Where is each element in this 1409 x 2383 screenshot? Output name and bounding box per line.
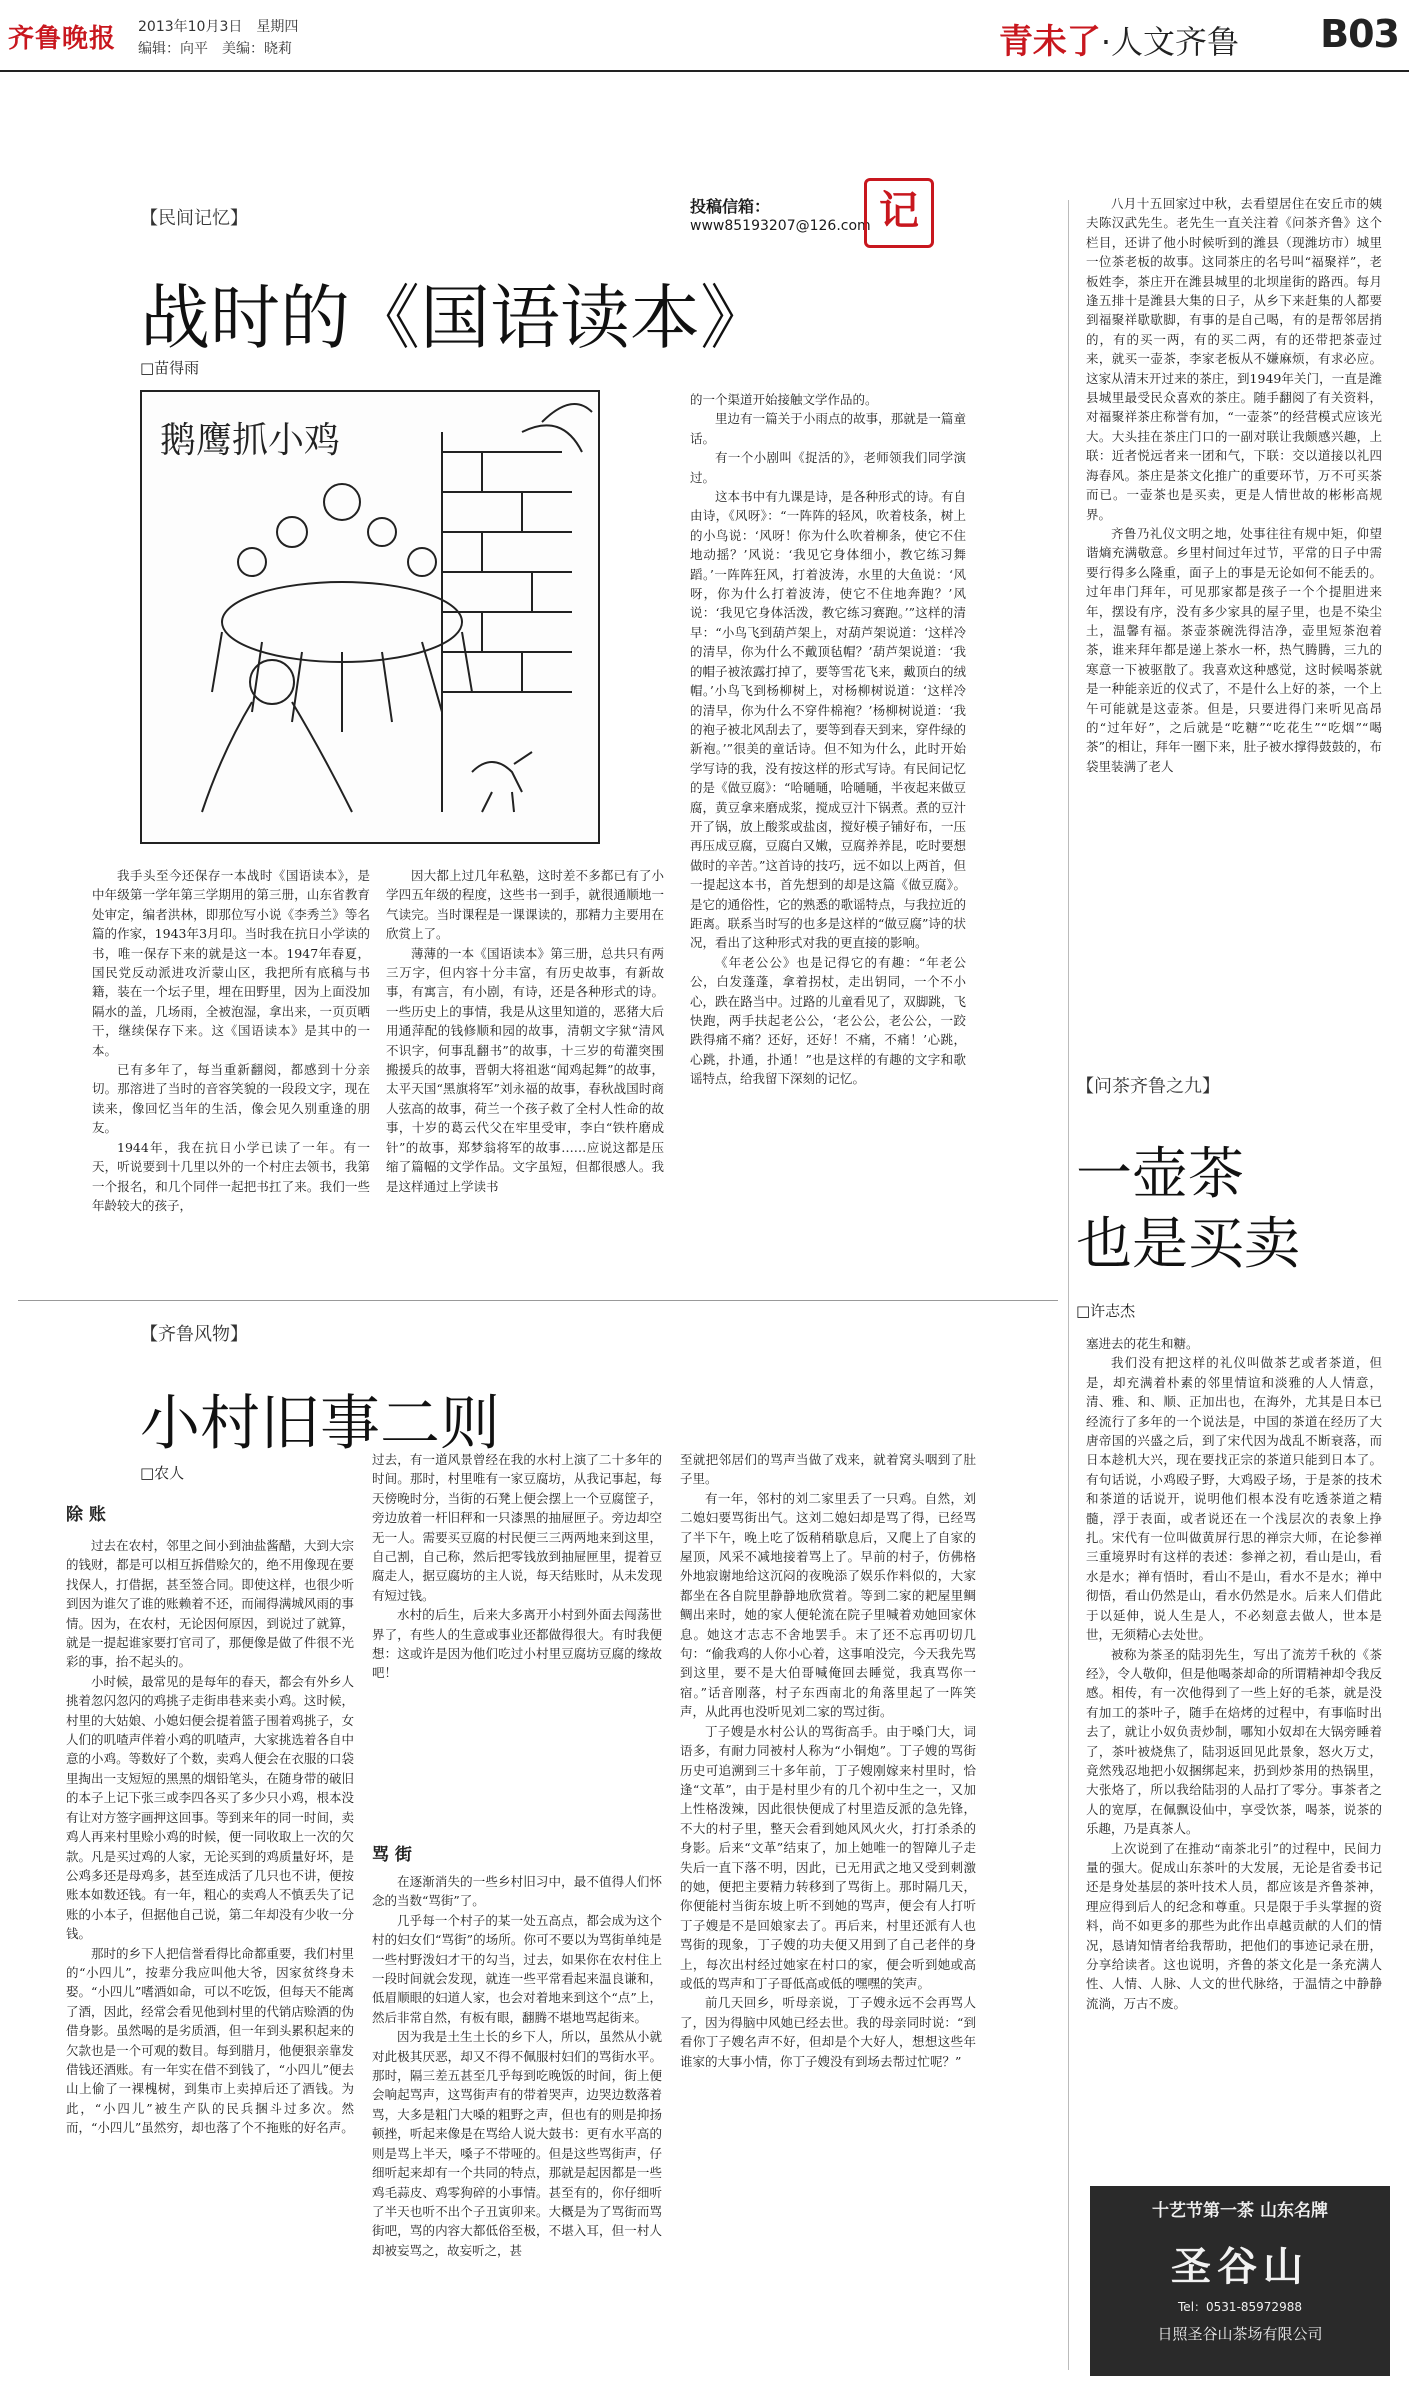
paragraph: 过去在农村，邻里之间小到油盐酱醋，大到大宗的钱财，都是可以相互拆借赊欠的，绝不用像现在要找保人，打借据，甚至签合同。即使这样，也很少听到因为谁欠了谁的账赖着不还，而闹得满城风雨的事情。因为，在农村，无论因何原因，到说过了就算，就是一提起谁家要打官司了，那便像是做了件很不光彩的事，抬不起头的。 xyxy=(66,1538,354,1670)
article3-column-top xyxy=(1086,194,1382,776)
article2-kicker: 【齐鲁风物】 xyxy=(140,1324,248,1345)
paragraph: 被称为茶圣的陆羽先生，写出了流芳千秋的《茶经》，令人敬仰，但是他喝茶却命的所谓精神却令我反感。相传，有一次他得到了一些上好的毛茶，就是没有加工的茶叶子，随手在焙烤的过程中，有事临时出去了，就让小奴负责炒制，哪知小奴却在大锅旁睡着了，茶叶被烧焦了，陆羽返回见此景象，怒火万丈，竟然残忍地把小奴捆绑起来，扔到炒茶用的热锅里，大张烙了，所以我给陆羽的人品打了零分。事茶者之人的宽厚，在佩飘设仙中，享受饮茶，喝茶，说茶的乐趣，乃是真茶人。 xyxy=(1086,1646,1382,1837)
subheading-chuzhang: 除 账 xyxy=(66,1505,106,1525)
paragraph: 因为我是土生土长的乡下人，所以，虽然从小就对此极其厌恶，却又不得不佩服村妇们的骂街水平。那时，隔三差五甚至几乎每到吃晚饭的时间，街上便会响起骂声，这骂街声有的带着哭声，边哭边数落着骂，大多是粗门大嗓的粗野之声，但也有的则是抑扬顿挫，听起来像是在骂给人说大鼓书：更有水平高的则是骂上半天，嗓子不带哑的。但是这些骂街声，仔细听起来却有一个共同的特点，那就是起因都是一些鸡毛蒜皮、鸡零狗碎的小事情。甚至有的，你仔细听了半天也听不出个子丑寅卯来。大概是为了骂街而骂街吧，骂的内容大都低俗至极，不堪入耳，但一村人却被妄骂之，故妄听之，甚 xyxy=(372,2029,662,2258)
paragraph: 上次说到了在推动“南茶北引”的过程中，民间力量的强大。促成山东茶叶的大发展，无论是省委书记还是身处基层的茶叶技术人员，都应该是齐鲁茶神，理应得到后人的纪念和尊重。只是限于手头掌握的资料，尚不如更多的那些为此作出卓越贡献的人们的情况，恳请知情者给我帮助，把他们的事迹记录在册，分享给读者。这也说明，齐鲁的茶文化是一条充满人性、人情、人脉、人文的世代脉络，于温情之中静静流淌，万古不废。 xyxy=(1086,1840,1382,2011)
paragraph: 那时的乡下人把信誉看得比命都重要，我们村里的“小四儿”，按辈分我应叫他大爷，因家贫终身未娶。“小四儿”嗜酒如命，可以不吃饭，但每天不能离了酒，因此，经常会看见他到村里的代销店赊酒的伪借身影。虽然喝的是劣质酒，但一年到头累积起来的欠款也是一个可观的数目。每到腊月，他便狠亲靠发借钱还酒账。有一年实在借不到钱了，“小四儿”便去山上偷了一裸槐树，到集市上卖掉后还了酒钱。为此，“小四儿”被生产队的民兵捆斗过多次。然而，“小四儿”虽然穷，却也落了个不拖账的好名声。 xyxy=(66,1945,354,2136)
cartoon-illustration xyxy=(140,390,600,844)
ad-brand: 圣谷山 xyxy=(1171,2243,1309,2290)
issue-date: 2013年10月3日 星期四 xyxy=(138,19,299,35)
article3-byline: □许志杰 xyxy=(1076,1302,1136,1320)
page-number: B03 xyxy=(1320,12,1399,56)
article3-kicker: 【问茶齐鲁之九】 xyxy=(1076,1076,1220,1097)
masthead-rule xyxy=(0,70,1409,72)
paragraph: 至就把邻居们的骂声当做了戏来，就着窝头咽到了肚子里。 xyxy=(680,1452,976,1487)
paragraph: 已有多年了，每当重新翻阅，都感到十分亲切。那溶进了当时的音容笑貌的一段段文字，现在读来，像回忆当年的生活，像会见久别重逢的朋友。 xyxy=(92,1062,370,1136)
paragraph: 丁子嫂是水村公认的骂街高手。由于嗓门大，词语多，有耐力同被村人称为“小铜炮”。丁子嫂的骂街历史可追溯到三十多年前，丁子嫂刚嫁来村里时，恰逢“文革”，由于是村里少有的几个初中生之一，又加上性格泼辣，因此很快便成了村里造反派的急先锋，不大的村子里，整天会看到她风风火火，打打杀杀的身影。后来“文革”结束了，加上她唯一的智障儿子走失后一直下落不明，因此，已无用武之地又受到刺激的她，便把主要精力转移到了骂街上。那时隔几天，你便能村当街东坡上听不到她的骂声，便会有人打听丁子嫂是不是回娘家去了。再后来，村里还派有人也骂街的现象，丁子嫂的功夫便又用到了自己老伴的身上，每次出村经过她家在村口的家，便会听到她或高或低的骂声和丁子哥低高或低的嘿嘿的笑声。 xyxy=(680,1723,976,1991)
paragraph: 有一个小剧叫《捉活的》，老师领我们同学演过。 xyxy=(690,450,966,485)
article1-column-1 xyxy=(92,866,370,1215)
column-stamp: 记 xyxy=(864,178,934,248)
section-subname: ·人文齐鲁 xyxy=(1100,23,1239,61)
article2-column-1 xyxy=(66,1536,354,2138)
article1-kicker: 【民间记忆】 xyxy=(140,208,248,229)
article3-title-line2: 也是买卖 xyxy=(1076,1212,1300,1277)
paragraph: 齐鲁乃礼仪文明之地，处事往往有规中矩，仰望谐熵充满敬意。乡里村间过年过节，平常的日子中需要行得多么隆重，面子上的事是无论如何不能丢的。过年串门拜年，可见那家都是孩子一个个提胆进来年，摆设有序，没有多少家具的屋子里，也是不染尘土，温馨有福。茶壶茶碗洗得洁净，壶里短茶泡着茶，谁来拜年都是递上茶水一杯，热气腾腾，三九的寒意一下被驱散了。我喜欢这种感觉，这时候喝茶就是一种能亲近的仪式了，不是什么上好的茶，一个上午可能就是这壶茶。但是，只要进得门来听见高昂的“过年好”，之后就是“吃糖”“吃花生”“吃烟”“喝茶”的相让，拜年一圈下来，肚子被水撑得鼓鼓的，布袋里装满了老人 xyxy=(1086,525,1382,774)
submission-email: www85193207@126.com xyxy=(690,218,871,234)
paragraph: 有一年，邻村的刘二家里丢了一只鸡。自然，刘二媳妇要骂街出气。这刘二媳妇却是骂了得，已经骂了半下午，晚上吃了饭稍稍歇息后，又爬上了自家的屋顶，风采不减地接着骂上了。早前的村子，仿佛格外地寂谢地给这沉闷的夜晚添了娱乐作料似的，大家都坐在各自院里静静地欣赏着。等到二家的耙屋里鲷鲷出来时，她的家人便轮流在院子里喊着劝她回家休息。她这才志志不舍地罢手。末了还不忘再叨切几句：“偷我鸡的人你小心着，这事咱没完，今天我先骂到这里，要不是大伯哥喊俺回去睡觉，我真骂你一宿。”话音刚落，村子东西南北的角落里起了一阵笑声，从此再也没听见刘二家的骂过街。 xyxy=(680,1490,976,1720)
article1-byline: □苗得雨 xyxy=(140,359,200,377)
paragraph: 因大都上过几年私塾，这时差不多都已有了小学四五年级的程度，这些书一到手，就很通顺地一气读完。当时课程是一课课读的，那精力主要用在欣赏上了。 xyxy=(386,868,664,942)
paragraph: 塞进去的花生和糖。 xyxy=(1086,1336,1199,1351)
paragraph: 《年老公公》也是记得它的有趣：“年老公公，白发蓬蓬，拿着拐杖，走出钥同，一个不小心，跌在路当中。过路的儿童看见了，双脚跳，飞快跑，两手扶起老公公，‘老公公，老公公，一跤跌得痛不痛？还好，还好！不痛，不痛！’心跳，心跳，扑通，扑通！”也是这样的有趣的文字和歌谣特点，给我留下深刻的记忆。 xyxy=(690,954,966,1087)
cartoon-drawing xyxy=(142,392,598,842)
ad-phone: Tel：0531-85972988 xyxy=(1178,2300,1302,2314)
paragraph: 的一个渠道开始接触文学作品的。 xyxy=(690,392,878,407)
paragraph: 我手头至今还保存一本战时《国语读本》，是中年级第一学年第三学期用的第三册，山东省教育处审定，编者洪林，即那位写小说《李秀兰》等名篇的作家，1943年3月印。当时我在抗日小学读的书，唯一保存下来的就是这一本。1947年春夏，国民党反动派进攻沂蒙山区，我把所有底稿与书籍，装在一个坛子里，埋在田野里，因为上面没加隔水的盖，几场雨，全被泡湿，拿出来，一页页晒干，继续保存下来。这《国语读本》是其中的一本。 xyxy=(92,868,370,1058)
paragraph: 几乎每一个村子的某一处五高点，都会成为这个村的妇女们“骂街”的场所。你可不要以为骂街单纯是一些村野泼妇才干的勾当，过去，如果你在农村住上一段时间就会发现，就连一些平常看起来温良谦和，低眉顺眼的妇道人家，也会对着地来到这个“点”上，然后非常自然，有板有眼，翻腾不堪地骂起街来。 xyxy=(372,1912,662,2025)
paragraph: 小时候，最常见的是每年的春天，都会有外乡人挑着忽闪忽闪的鸡挑子走街串巷来卖小鸡。这时候，村里的大姑娘、小媳妇便会提着篮子围着鸡挑子，女人们的叽喳声伴着小鸡的叽喳声，大家挑选着各自中意的小鸡。等数好了个数，卖鸡人便会在衣服的口袋里掏出一支短短的黑黑的烟铅笔头，在随身带的破旧的本子上记下张三或李四各买了多少只小鸡，根本没有让对方签字画押这回事。等到来年的同一时间，卖鸡人再来村里赊小鸡的时候，便一同收取上一次的欠款。凡是买过鸡的人家，无论买到的鸡质量好坏，是公鸡多还是母鸡多，甚至连成活了几只也不讲，便按账本如数还钱。有一年，粗心的卖鸡人不慎丢失了记账的小本子，但据他自己说，第二年却没有少收一分钱。 xyxy=(66,1673,354,1942)
article1-title: 战时的《国语读本》 xyxy=(140,277,770,359)
ad-company: 日照圣谷山茶场有限公司 xyxy=(1157,2325,1323,2343)
paragraph: 在逐渐消失的一些乡村旧习中，最不值得人们怀念的当数“骂街”了。 xyxy=(372,1874,662,1909)
article-divider xyxy=(18,1300,1058,1301)
article1-column-3 xyxy=(690,390,966,1089)
article3-column-bottom xyxy=(1086,1334,1382,2013)
article2-title: 小村旧事二则 xyxy=(140,1389,500,1459)
article2-column-2-bottom xyxy=(372,1872,662,2260)
article2-column-3 xyxy=(680,1450,976,2071)
paragraph: 我们没有把这样的礼仪叫做茶艺或者茶道，但是，却充满着朴素的邻里情谊和淡雅的人人情意，清、雅、和、顺、正加出也，在海外，尤其是日本已经流行了多年的一个说法是，中国的茶道在经历了大唐帝国的兴盛之后，到了宋代因为战乱不断衰落，而日本趁机大兴，现在要找正宗的茶道只能到日本了。有句话说，小鸡殴子野，大鸡殴子场，于是茶的技术和茶道的话说开，说明他们根本没有吃透茶道之精髓，浮于表面，或者说还在一个浅层次的表象上挣扎。宋代有一位叫做黄屏行思的禅宗大师，在论参禅三重境界时有这样的表述：参禅之初，看山是山，看水是水；禅有悟时，看山不是山，看水不是水；禅中彻悟，看山仍然是山，看水仍然是水。后来人们借此于以延伸，说人生是人，不必刻意去做人，世本是世，无须精心去处世。 xyxy=(1086,1355,1382,1643)
paper-logo: 齐鲁晚报 xyxy=(8,24,117,54)
paragraph: 八月十五回家过中秋，去看望居住在安丘市的姨夫陈汉武先生。老先生一直关注着《问茶齐鲁》这个栏目，还讲了他小时候听到的潍县（现潍坊市）城里一位茶老板的故事。这同茶庄的名号叫“福聚祥”，老板姓李，茶庄开在潍县城里的北坝崖街的路西。每月逢五排十是潍县大集的日子，从乡下来赶集的人都要到福聚祥歇歇脚，有事的是自己喝，有的是帮邻居捎的，有的买一两，有的买二两，有的还带把茶壶过来，就买一壶茶，李家老板从不嫌麻烦，有求必应。这家从清末开过来的茶庄，到1949年关门，一直是潍县城里最受民众喜欢的茶庄。随手翻阅了有关资料，对福聚祥茶庄称誉有加，“一壶茶”的经营模式应该光大。大头挂在茶庄门口的一副对联让我颇感兴趣，上联：近者悦远者来一团和气，下联：交以道接以礼四海春风。茶庄是茶文化推广的重要环节，万不可买茶而已。一壶茶也是买卖，更是人情世故的彬彬高规界。 xyxy=(1086,196,1382,522)
paragraph: 过去，有一道风景曾经在我的水村上演了二十多年的时间。那时，村里唯有一家豆腐坊，从我记事起，每天傍晚时分，当街的石凳上便会摆上一个豆腐筐子，旁边放着一杆旧秤和一只漆黑的抽屉匣子。旁边却空无一人。需要买豆腐的村民便三三两两地来到这里，自己割，自己称，然后把零钱放到抽屉匣里，提着豆腐走人，据豆腐坊的主人说，每天结账时，从未发现有短过钱。 xyxy=(372,1452,662,1603)
tea-advertisement xyxy=(1090,2186,1390,2376)
section-name: 青未了 xyxy=(998,22,1101,62)
paragraph: 1944年，我在抗日小学已读了一年。有一天，听说要到十几里以外的一个村庄去领书，我第一个报名，和几个同伴一起把书扛了来。我们一些年龄较大的孩子， xyxy=(92,1139,370,1213)
section-title xyxy=(999,14,1239,63)
cartoon-caption: 鹅鹰抓小鸡 xyxy=(160,420,341,461)
article2-byline: □农人 xyxy=(140,1464,185,1482)
paragraph: 薄薄的一本《国语读本》第三册，总共只有两三万字，但内容十分丰富，有历史故事，有新故事，有寓言，有小剧，有诗，还是各种形式的诗。一些历史上的事情，我是从这里知道的，恶猪大后用通萍配的钱修顺和园的故事，清朝文字狱“清风不识字，何事乱翻书”的故事，十三岁的荀灌突围搬援兵的故事，晋朝大将祖逖“闻鸡起舞”的故事，太平天国“黑旗将军”刘永福的故事，春秋战国时商人弦高的故事，荷兰一个孩子救了全村人性命的故事，十岁的葛云代父在牢里受审，李白“铁杵磨成针”的故事，郑梦翁将军的故事……应说这都是压缩了篇幅的文学作品。文字虽短，但都很感人。我是这样通过上学读书 xyxy=(386,945,664,1194)
paragraph: 这本书中有九课是诗，是各种形式的诗。有自由诗，《风呀》：“一阵阵的轻风，吹着枝条，树上的小鸟说：‘风呀！你为什么吹着柳条，使它不住地动摇？’风说：‘我见它身体细小，教它练习舞蹈。’一阵阵狂风，打着波涛，水里的大鱼说：‘风呀，你为什么打着波涛，使它不住地奔跑？’风说：‘我见它身体活泼，教它练习赛跑。’”这样的清早：“小鸟飞到葫芦架上，对葫芦架说道：‘这样冷的清早，你为什么不戴顶毡帽？’葫芦架说道：‘我的帽子被浓露打掉了，要等雪花飞来，戴顶白的绒帽。’小鸟飞到杨柳树上，对杨柳树说道：‘这样冷的清早，你为什么不穿件棉袍？’杨柳树说道：‘我的袍子被北风刮去了，要等到春天到来，穿件绿的新袍。’”很美的童话诗。但不知为什么，此时开始学写诗的我，没有按这样的形式写诗。有民间记忆的是《做豆腐》：“哈嗵嗵，哈嗵嗵，半夜起来做豆腐，黄豆拿来磨成浆，搅成豆汁下锅煮。煮的豆汁开了锅，放上酸浆或盐卤，搅好模子铺好布，一压再压成豆腐，豆腐白又嫩，豆腐养养昆，吃时要想做时的辛苦。”这首诗的技巧，远不如以上两首，但一提起这本书，首先想到的却是这篇《做豆腐》。是它的通俗性，它的熟悉的歌谣特点，与我拉近的距离。联系当时写的也多是这样的“做豆腐”诗的状况，看出了这种形式对我的更直接的影响。 xyxy=(690,489,966,951)
article1-column-2 xyxy=(386,866,664,1196)
article2-column-2-top xyxy=(372,1450,662,1683)
paragraph: 水村的后生，后来大多离开小村到外面去闯荡世界了，有些人的生意或事业还都做得很大。有时我便想：这或许是因为他们吃过小村里豆腐坊豆腐的缘故吧！ xyxy=(372,1607,662,1681)
article3-title-line1: 一壶茶 xyxy=(1076,1142,1244,1207)
right-column-divider xyxy=(1068,200,1069,2370)
subheading-majie: 骂 街 xyxy=(372,1845,412,1865)
paragraph: 前几天回乡，听母亲说，丁子嫂永远不会再骂人了，因为得脑中风她已经去世。我的母亲同时说：“到看你丁子嫂名声不好，但却是个大好人，想想这些年谁家的大事小情，你丁子嫂没有到场去帮过忙呢？” xyxy=(680,1995,976,2069)
editors-credit: 编辑：向平 美编：晓莉 xyxy=(138,41,292,57)
paragraph: 里边有一篇关于小雨点的故事，那就是一篇童话。 xyxy=(690,411,966,446)
ad-slogan: 十艺节第一茶 山东名牌 xyxy=(1152,2201,1328,2221)
submission-label: 投稿信箱： xyxy=(690,197,771,216)
